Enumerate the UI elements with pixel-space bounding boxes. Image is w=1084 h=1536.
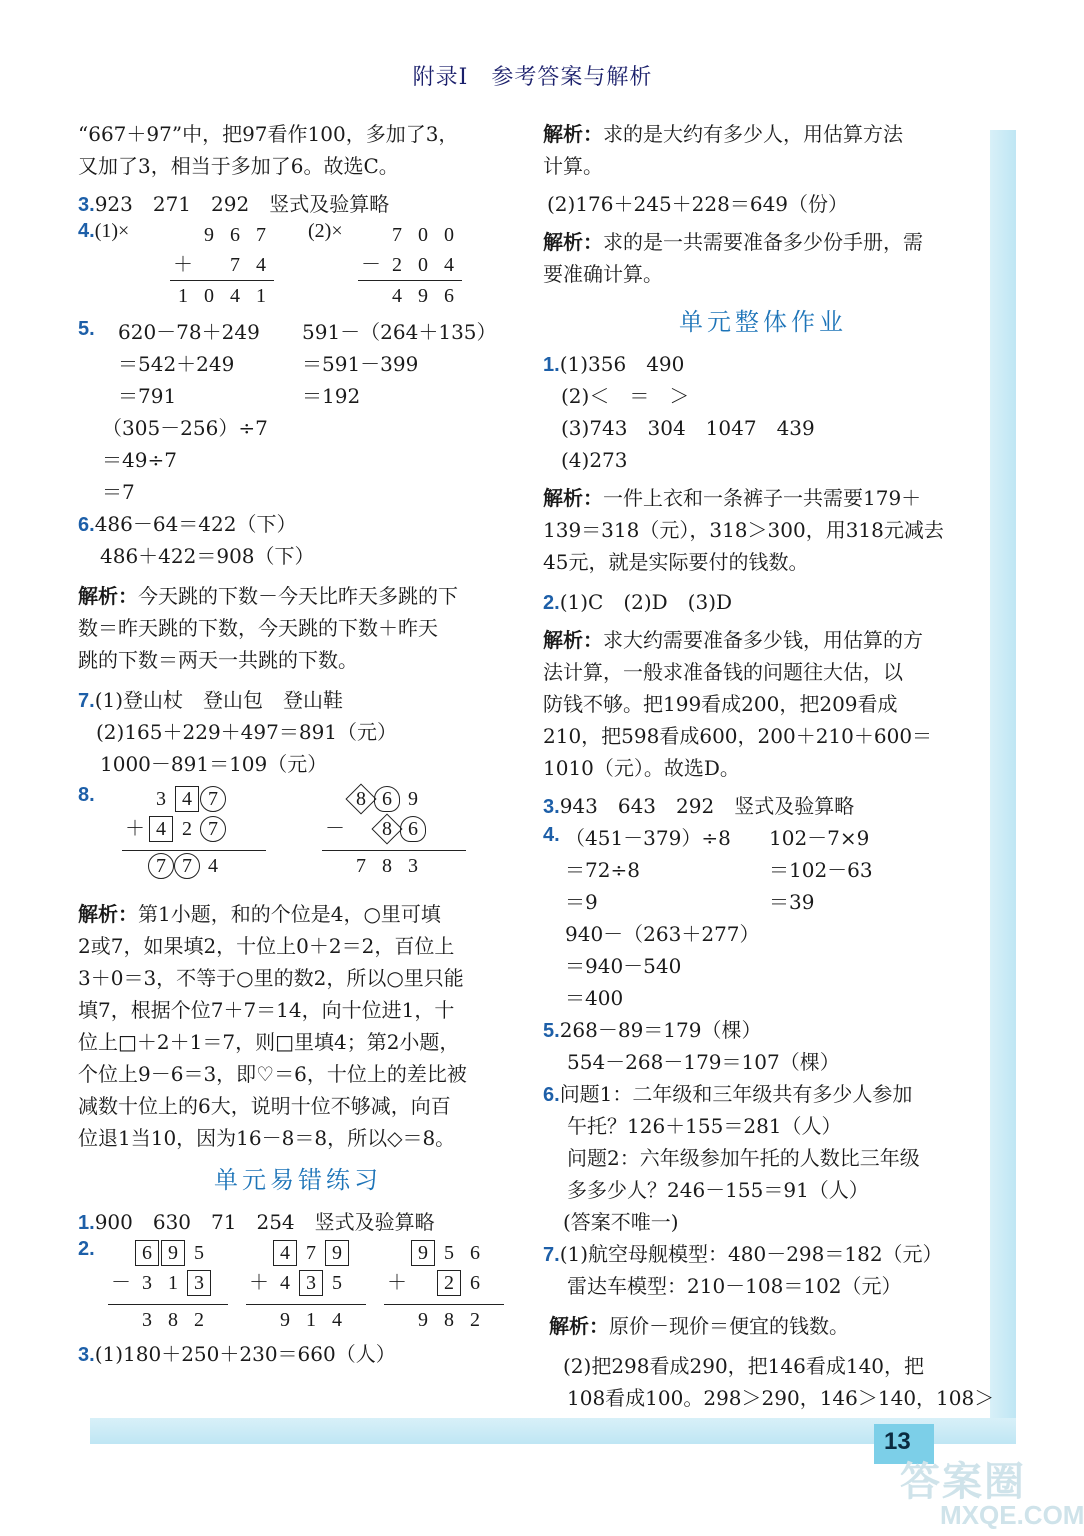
u4-number: 4.	[543, 824, 560, 846]
q4-vertical: 4.(1)× 9 6 7 ＋ 7 4 1 0 4 1 (2)× 7 0 0 － 2 0 4 4 9 6	[78, 220, 518, 316]
u6	[543, 1078, 983, 1110]
expr-line: （451－379）÷8	[565, 826, 731, 850]
u2-number: 2.	[543, 592, 560, 614]
circle-digit: 7	[200, 786, 226, 812]
box-digit: 4	[149, 816, 173, 842]
heart-digit	[400, 816, 426, 842]
q6-line2: 486＋422＝908（下）	[100, 544, 315, 568]
e3	[78, 1338, 518, 1370]
expr-line: ＝940－540	[565, 954, 682, 978]
heart-digit	[374, 786, 400, 812]
u4	[543, 822, 983, 918]
plus-sign: ＋	[125, 818, 145, 840]
box-digit: 9	[411, 1240, 435, 1266]
digit: 4	[280, 1272, 290, 1294]
u3-number: 3.	[543, 796, 560, 818]
analysis-text: 210，把598看成600，200＋210＋600＝	[543, 724, 933, 748]
analysis-text: 填7，根据个位7＋7＝14，向十位进1，十	[78, 998, 455, 1022]
analysis-text: 45元，就是实际要付的钱数。	[543, 550, 809, 574]
watermark-logo: 答案圈	[900, 1460, 1026, 1504]
digit: 6	[444, 285, 454, 307]
analysis-label: 解析：	[549, 1314, 609, 1338]
digit: 5	[332, 1272, 342, 1294]
u7	[543, 1238, 983, 1270]
q8-puzzles	[78, 784, 518, 888]
u1-line4: (4)273	[561, 448, 628, 472]
analysis-text: 跳的下数＝两天一共跳的下数。	[78, 648, 358, 672]
expr-line: ＝791	[118, 384, 177, 408]
analysis-text: 数＝昨天跳的下数，今天跳的下数＋昨天	[78, 616, 438, 640]
digit: 1	[178, 285, 188, 307]
analysis-text: 1010（元）。故选D。	[543, 756, 740, 780]
text-line: 又加了3，相当于多加了6。故选C。	[78, 154, 399, 178]
q7-line1: (1)登山杖 登山包 登山鞋	[94, 688, 344, 712]
digit: 3	[142, 1272, 152, 1294]
analysis-text: 要准确计算。	[543, 262, 663, 286]
q6-number: 6.	[78, 514, 95, 536]
q7-line2: (2)165＋229＋497＝891（元）	[96, 720, 398, 744]
expr-line: ＝72÷8	[565, 858, 640, 882]
box-digit: 3	[299, 1270, 323, 1296]
digit: 7	[356, 855, 366, 877]
analysis-label: 解析：	[78, 584, 138, 608]
analysis-text: 一件上衣和一条裤子一共需要179＋	[603, 486, 922, 510]
expr-line: ＝542＋249	[118, 352, 235, 376]
digit: 8	[382, 818, 392, 840]
digit: 7	[306, 1242, 316, 1264]
analysis-text: 求的是一共需要准备多少份手册，需	[603, 230, 923, 254]
analysis-text: 2或7，如果填2，十位上0＋2＝2，百位上	[78, 934, 455, 958]
digit: 0	[418, 254, 428, 276]
u6-line: 问题2：六年级参加午托的人数比三年级	[567, 1146, 920, 1170]
u6-line: 问题1：二年级和三年级共有多少人参加	[559, 1082, 913, 1106]
minus-sign: －	[325, 818, 345, 840]
circle-digit: 7	[200, 816, 226, 842]
box-digit: 9	[325, 1240, 349, 1266]
u7-line2: 雷达车模型：210－108＝102（元）	[567, 1274, 902, 1298]
e1-number: 1.	[78, 1212, 95, 1234]
analysis-8	[78, 898, 518, 1154]
digit: 2	[182, 818, 192, 840]
digit: 0	[418, 224, 428, 246]
p7-line: (2)把298看成290，把146看成140，把	[563, 1354, 925, 1378]
q3-text: 923 271 292 竖式及验算略	[94, 192, 390, 216]
analysis-text: 今天跳的下数－今天比昨天多跳的下	[138, 584, 458, 608]
expr-line: ＝400	[565, 986, 624, 1010]
digit: 9	[280, 1309, 290, 1331]
u1	[543, 348, 983, 380]
analysis-text: 139＝318（元），318＞300，用318元减去	[543, 518, 944, 542]
digit: 4	[392, 285, 402, 307]
expr-line: 591－（264＋135）	[302, 320, 497, 344]
analysis-text: 减数十位上的6大，说明十位不够减，向百	[78, 1094, 451, 1118]
expr-line: ＝49÷7	[102, 448, 177, 472]
operator: ＋	[249, 1272, 269, 1294]
analysis-text: 原价－现价＝便宜的钱数。	[609, 1314, 849, 1338]
analysis-label: 解析：	[543, 230, 603, 254]
q6	[78, 508, 518, 540]
analysis-r2	[543, 226, 983, 290]
digit: 6	[470, 1242, 480, 1264]
operator: ＋	[387, 1272, 407, 1294]
u1-line2: (2)＜ ＝ ＞	[561, 384, 690, 408]
u2-text: (1)C (2)D (3)D	[559, 590, 733, 614]
u5-number: 5.	[543, 1020, 560, 1042]
digit: 4	[256, 254, 266, 276]
u1-line1: (1)356 490	[559, 352, 685, 376]
digit: 0	[204, 285, 214, 307]
digit: 8	[382, 855, 392, 877]
analysis-text: 位退1当10，因为16－8＝8，所以◇＝8。	[78, 1126, 456, 1150]
u6-number: 6.	[543, 1084, 560, 1106]
u5-line1: 268－89＝179（棵）	[559, 1018, 762, 1042]
box-digit: 2	[437, 1270, 461, 1296]
u5	[543, 1014, 983, 1046]
analysis-label: 解析：	[78, 902, 138, 926]
digit: 8	[444, 1309, 454, 1331]
digit: 9	[204, 224, 214, 246]
analysis-text: 求大约需要准备多少钱，用估算的方	[603, 628, 923, 652]
u2	[543, 586, 983, 618]
digit: 1	[168, 1272, 178, 1294]
diamond-digit	[345, 783, 376, 814]
section-title-unit: 单元整体作业	[679, 308, 847, 336]
analysis-r3	[543, 482, 983, 578]
q4-p2: (2)×	[308, 220, 343, 242]
analysis-text: 计算。	[543, 154, 603, 178]
digit: 4	[332, 1309, 342, 1331]
e2-vertical	[78, 1238, 518, 1338]
expr-line: 102－7×9	[769, 826, 870, 850]
digit: 4	[208, 855, 218, 877]
digit: 7	[392, 224, 402, 246]
u7-line1: (1)航空母舰模型：480－298＝182（元）	[559, 1242, 943, 1266]
q5-number: 5.	[78, 318, 95, 340]
box-digit: 4	[175, 786, 199, 812]
page-header: 附录Ⅰ 参考答案与解析	[412, 65, 653, 90]
digit: 2	[392, 254, 402, 276]
watermark-url: MXQE.COM	[940, 1500, 1084, 1530]
decor-band-right	[990, 130, 1016, 1440]
analysis-text: 法计算，一般求准备钱的问题往大估，以	[543, 660, 903, 684]
digit: 7	[256, 224, 266, 246]
q7-number: 7.	[78, 690, 95, 712]
u1-number: 1.	[543, 354, 560, 376]
q6-line1: 486－64＝422（下）	[94, 512, 297, 536]
analysis-text: 求的是大约有多少人，用估算方法	[603, 122, 903, 146]
analysis-r1	[543, 118, 983, 182]
e1	[78, 1206, 518, 1238]
section-title-errors: 单元易错练习	[214, 1166, 382, 1194]
expr-line: ＝192	[302, 384, 361, 408]
analysis-text: 位上□＋2＋1＝7，则□里填4；第2小题，	[78, 1030, 460, 1054]
digit: 4	[230, 285, 240, 307]
u7-number: 7.	[543, 1244, 560, 1266]
box-digit: 6	[135, 1240, 159, 1266]
box-digit: 4	[273, 1240, 297, 1266]
analysis-r4	[543, 624, 983, 784]
expr-line: 940－（263＋277）	[565, 922, 760, 946]
digit: 0	[444, 224, 454, 246]
digit: 1	[306, 1309, 316, 1331]
e1-text: 900 630 71 254 竖式及验算略	[94, 1210, 435, 1234]
digit: 8	[356, 788, 366, 810]
analysis-6	[78, 580, 518, 676]
expr-line: ＝39	[769, 890, 815, 914]
analysis-r5	[543, 1310, 983, 1342]
digit: 4	[444, 254, 454, 276]
q5	[78, 316, 518, 412]
digit: 6	[408, 818, 418, 840]
u1-line3: (3)743 304 1047 439	[561, 416, 815, 440]
u6-line: (答案不唯一)	[563, 1210, 679, 1234]
digit: 6	[470, 1272, 480, 1294]
digit: 8	[168, 1309, 178, 1331]
u6-line: 午托？126＋155＝281（人）	[567, 1114, 842, 1138]
diamond-digit	[371, 813, 402, 844]
expr-line: ＝7	[102, 480, 135, 504]
u6-line: 多多少人？246－155＝91（人）	[567, 1178, 869, 1202]
digit: 9	[408, 788, 418, 810]
digit: 9	[418, 285, 428, 307]
r-part2: (2)176＋245＋228＝649（份）	[547, 192, 849, 216]
text-line: “667＋97”中，把97看作100，多加了3，	[78, 122, 459, 146]
digit: 6	[230, 224, 240, 246]
q7	[78, 684, 518, 716]
digit: 2	[470, 1309, 480, 1331]
expr-line: ＝9	[565, 890, 598, 914]
digit: 7	[230, 254, 240, 276]
q3-number: 3.	[78, 194, 95, 216]
analysis-label: 解析：	[543, 486, 603, 510]
q4-number: 4.	[78, 220, 95, 242]
analysis-label: 解析：	[543, 122, 603, 146]
p7-line: 108看成100。298＞290，146＞140，108＞	[567, 1386, 995, 1410]
u3	[543, 790, 983, 822]
analysis-text: 第1小题，和的个位是4，○里可填	[138, 902, 441, 926]
analysis-label: 解析：	[543, 628, 603, 652]
expr-line: ＝591－399	[302, 352, 419, 376]
digit: 1	[256, 285, 266, 307]
e2-number: 2.	[78, 1238, 95, 1260]
e3-number: 3.	[78, 1344, 95, 1366]
right-column	[543, 118, 995, 1414]
left-column	[78, 118, 518, 1370]
operator: －	[111, 1272, 131, 1294]
u5-line2: 554－268－179＝107（棵）	[567, 1050, 840, 1074]
digit: 6	[382, 788, 392, 810]
q8-number: 8.	[78, 784, 95, 806]
box-digit: 9	[161, 1240, 185, 1266]
expr-line: （305－256）÷7	[102, 416, 268, 440]
e3-text: (1)180＋250＋230＝660（人）	[94, 1342, 396, 1366]
analysis-text: 3＋0＝3，不等于○里的数2，所以○里只能	[78, 966, 464, 990]
page-number: 13	[884, 1428, 911, 1455]
digit: 3	[156, 788, 166, 810]
circle-digit: 7	[174, 853, 200, 879]
q7-line3: 1000－891＝109（元）	[100, 752, 328, 776]
digit: 5	[194, 1242, 204, 1264]
digit: 5	[444, 1242, 454, 1264]
box-digit: 3	[187, 1270, 211, 1296]
analysis-text: 个位上9－6＝3，即♡＝6，十位上的差比被	[78, 1062, 467, 1086]
circle-digit: 7	[148, 853, 174, 879]
q3	[78, 188, 518, 220]
expr-line: 620－78＋249	[118, 320, 260, 344]
q4-p1: (1)×	[94, 220, 130, 242]
analysis-text: 防钱不够。把199看成200，把209看成	[543, 692, 898, 716]
digit: 2	[194, 1309, 204, 1331]
digit: 3	[142, 1309, 152, 1331]
u3-text: 943 643 292 竖式及验算略	[559, 794, 855, 818]
digit: 3	[408, 855, 418, 877]
expr-line: ＝102－63	[769, 858, 873, 882]
digit: 9	[418, 1309, 428, 1331]
